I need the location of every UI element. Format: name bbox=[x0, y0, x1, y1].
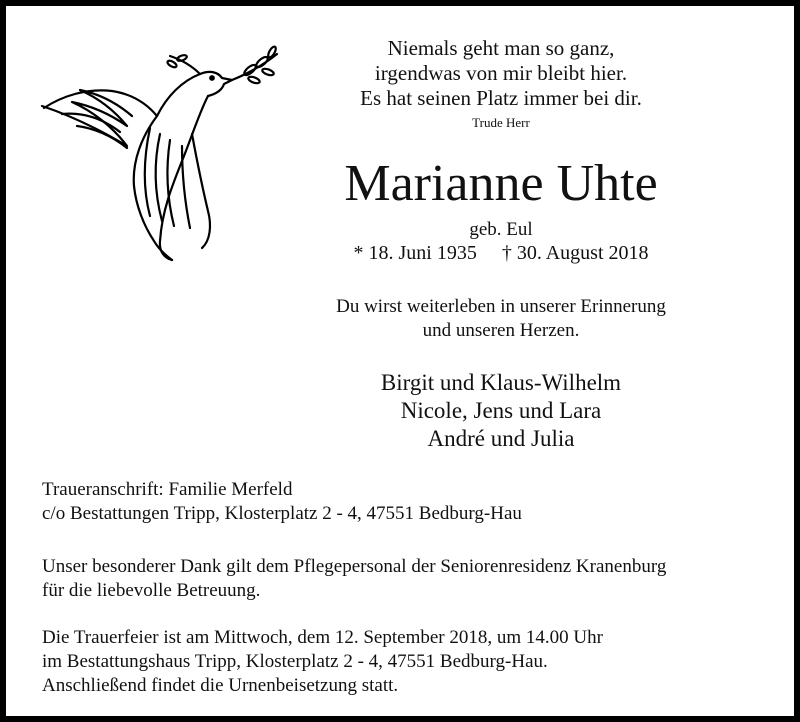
birth-date: * 18. Juni 1935 bbox=[353, 242, 477, 264]
thanks-line: Unser besonderer Dank gilt dem Pflegepersonal der Seniorenresidenz Kranenburg bbox=[42, 556, 667, 577]
deceased-name: Marianne Uhte bbox=[344, 155, 658, 212]
address-line: Traueranschrift: Familie Merfeld bbox=[42, 479, 293, 500]
dove-with-olive-branch-icon bbox=[32, 36, 282, 266]
poem-line: Es hat seinen Platz immer bei dir. bbox=[360, 86, 642, 110]
death-date: † 30. August 2018 bbox=[501, 242, 649, 264]
poem-line: irgendwas von mir bleibt hier. bbox=[374, 61, 628, 85]
family-line: André und Julia bbox=[427, 426, 575, 451]
ceremony-info bbox=[42, 626, 782, 698]
family-line: Nicole, Jens und Lara bbox=[400, 398, 602, 423]
family-names bbox=[296, 369, 706, 453]
family-line: Birgit und Klaus-Wilhelm bbox=[380, 370, 622, 395]
ceremony-line: im Bestattungshaus Tripp, Klosterplatz 2 - 4, 47551 Bedburg-Hau. bbox=[42, 651, 548, 672]
life-dates bbox=[296, 242, 706, 265]
remembrance-text bbox=[296, 295, 706, 343]
thanks-text bbox=[42, 555, 782, 603]
remembrance-line: Du wirst weiterleben in unserer Erinnerung bbox=[336, 296, 666, 317]
remembrance-line: und unseren Herzen. bbox=[422, 320, 580, 341]
poem-line: Niemals geht man so ganz, bbox=[387, 36, 615, 60]
ceremony-line: Die Trauerfeier ist am Mittwoch, dem 12. September 2018, um 14.00 Uhr bbox=[42, 627, 603, 648]
address-line: c/o Bestattungen Tripp, Klosterplatz 2 - 4, 47551 Bedburg-Hau bbox=[42, 503, 522, 524]
poem-author: Trude Herr bbox=[472, 115, 530, 130]
thanks-line: für die liebevolle Betreuung. bbox=[42, 580, 261, 601]
birth-name: geb. Eul bbox=[469, 219, 533, 240]
poem bbox=[296, 36, 706, 111]
mourning-address bbox=[42, 478, 782, 526]
ceremony-line: Anschließend findet die Urnenbeisetzung statt. bbox=[42, 675, 399, 696]
